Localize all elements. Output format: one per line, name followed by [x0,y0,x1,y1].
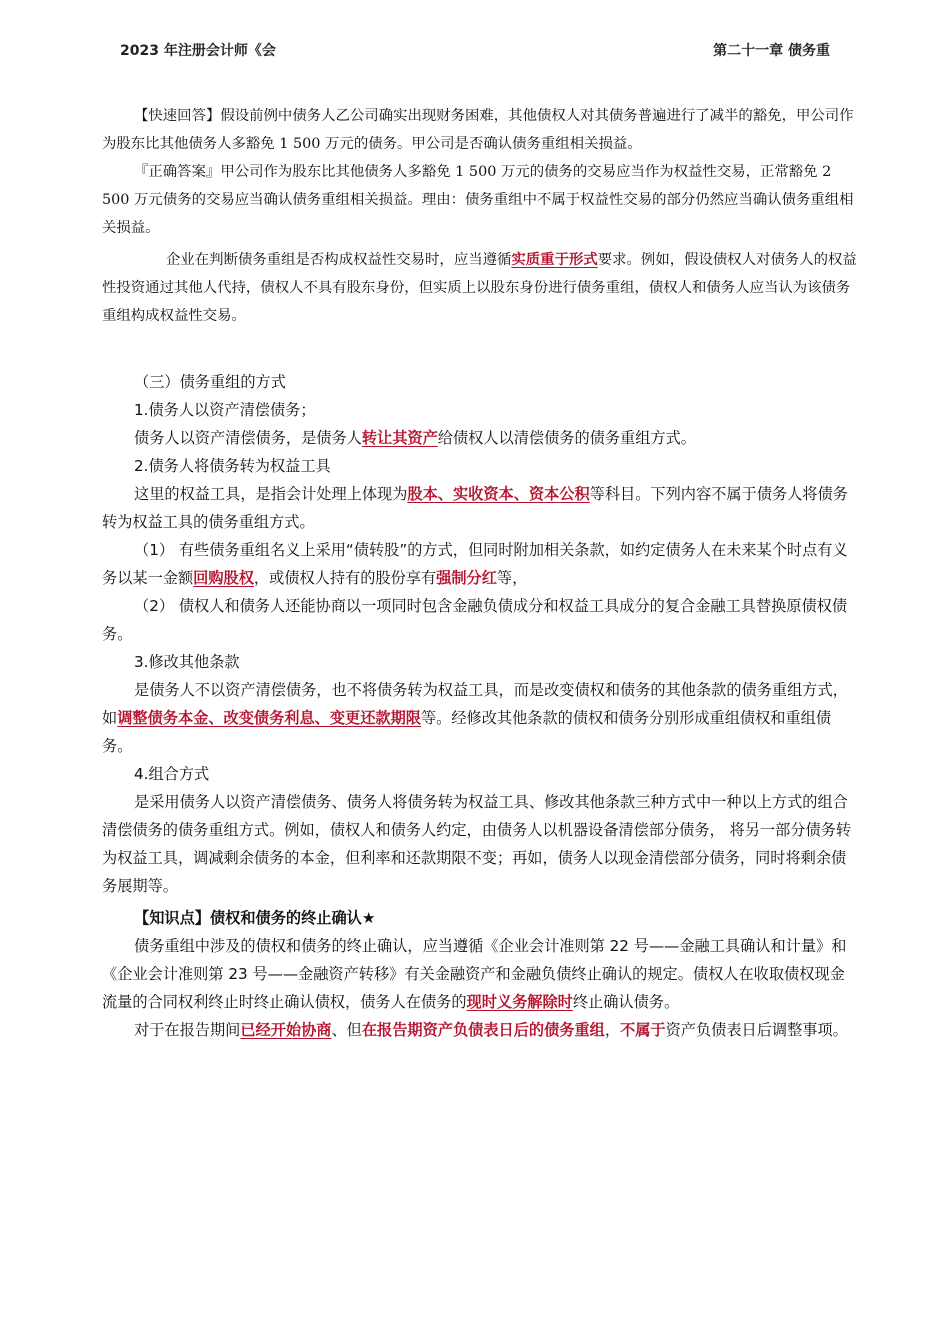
highlight-after-balance-sheet-date: 在报告期资产负债表日后的债务重组 [361,1021,605,1039]
highlight-repurchase-equity: 回购股权 [193,569,254,587]
kp2-text-b: 、但 [331,1021,362,1039]
highlight-transfer-assets: 转让其资产 [361,429,438,447]
kp2-text-d: 资产负债表日后调整事项。 [665,1021,848,1039]
quick-answer-question [102,102,858,158]
methods-heading: （三）债务重组的方式 [134,373,286,391]
method-3-title: 3.修改其他条款 [134,653,240,671]
kp1-text-a: 债务重组中涉及的债权和债务的终止确认，应当遵循《企业会计准则第 22 号——金融工具确认和计量》和《企业会计准则第 23 号——金融资产转移》有关金融资产和金融负债终止确认的规定。债权人在收取债权现金流量的合同权利终止时终止确认债权，债务人在债务的 [102,937,847,1011]
method-2-title: 2.债务人将债务转为权益工具 [134,457,331,475]
knowledge-paragraph-2 [102,1016,858,1044]
m2-text-b: 等科目。下列内容不属于债务人将债务转为权益工具的债务重组方式。 [102,485,848,531]
answer-label: 『正确答案』 [134,164,221,180]
m3-text-b: 等。经修改其他条款的债权和债务分别形成重组债权和重组债务。 [102,709,831,755]
m2-i1-text-c: 等， [496,569,528,587]
m1-text-b: 给债权人以清偿债务的债务重组方式。 [437,429,696,447]
restructuring-methods-section [102,368,858,900]
answer-text: 甲公司作为股东比其他债务人多豁免 1 500 万元的债务的交易应当作为权益性交易，正常豁免 2 500 万元债务的交易应当确认债务重组相关损益。理由：债务重组中不属于权益性交易的部分仍然应当确认债务重组相关损益。 [102,164,854,236]
method-1-text [102,424,858,452]
question-text: 假设前例中债务人乙公司确实出现财务困难，其他债权人对其债务普遍进行了减半的豁免，甲公司作为股东比其他债务人多豁免 1 500 万元的债务。甲公司是否确认债务重组相关损益。 [102,108,854,152]
m2-i1-text-a: （1） 有些债务重组名义上采用“债转股”的方式，但同时附加相关条款，如约定债务人在未来某个时点有义务以某一金额 [102,541,848,587]
highlight-equity-accounts: 股本、实收资本、资本公积 [407,485,590,503]
knowledge-paragraph-1 [102,932,858,1016]
kp2-text-c: ， [604,1021,620,1039]
para-text-a: 企业在判断债务重组是否构成权益性交易时，应当遵循 [166,252,512,268]
highlight-negotiation-started: 已经开始协商 [240,1021,332,1039]
page-header [120,36,830,59]
m2-text-a: 这里的权益工具，是指会计处理上体现为 [134,485,408,503]
knowledge-point-section [102,904,858,1044]
header-right-title: 第二十一章 债务重 [713,43,830,59]
highlight-not-belonging: 不属于 [620,1021,666,1039]
highlight-substance-over-form: 实质重于形式 [511,251,598,268]
quick-answer-answer [102,158,858,242]
highlight-mandatory-dividend: 强制分红 [436,569,497,587]
question-label: 【快速回答】 [134,108,221,124]
highlight-modify-terms: 调整债务本金、改变债务利息、变更还款期限 [117,709,421,727]
substance-over-form-paragraph [102,246,858,330]
m3-text-a: 是债务人不以资产清偿债务，也不将债务转为权益工具，而是改变债权和债务的其他条款的债务重组方式，如 [102,681,848,727]
method-1-title: 1.债务人以资产清偿债务； [134,401,316,419]
kp1-text-b: 终止确认债务。 [572,993,680,1011]
method-4-text: 是采用债务人以资产清偿债务、债务人将债务转为权益工具、修改其他条款三种方式中一种以上方式的组合清偿债务的债务重组方式。例如，债权人和债务人约定，由债务人以机器设备清偿部分债务， 将另一部分债务转为权益工具，调减剩余债务的本金，但利率和还款期限不变；再如，债务人以现金清偿部分债务，同时将剩余债务展期等。 [102,793,852,895]
quick-answer-section [102,102,858,330]
method-2-text [102,480,858,536]
m1-text-a: 债务人以资产清偿债务，是债务人 [134,429,362,447]
method-2-item-2: （2） 债权人和债务人还能协商以一项同时包含金融负债成分和权益工具成分的复合金融工具替换原债权债务。 [102,597,848,643]
method-4-title: 4.组合方式 [134,765,210,783]
kp2-text-a: 对于在报告期间 [134,1021,241,1039]
method-3-text [102,676,858,760]
para-text-b: 要求。例如，假设债权人对债务人的权益性投资通过其他人代持，债权人不具有股东身份，但实质上以股东身份进行债务重组，债权人和债务人应当认为该债务重组构成权益性交易。 [102,252,857,324]
highlight-obligation-discharged: 现时义务解除时 [466,993,573,1011]
m2-i1-text-b: ，或债权人持有的股份享有 [253,569,437,587]
knowledge-point-title: 【知识点】债权和债务的终止确认★ [134,909,376,927]
method-2-item-1 [102,536,858,592]
header-left-title: 2023 年注册会计师《会 [120,43,276,59]
